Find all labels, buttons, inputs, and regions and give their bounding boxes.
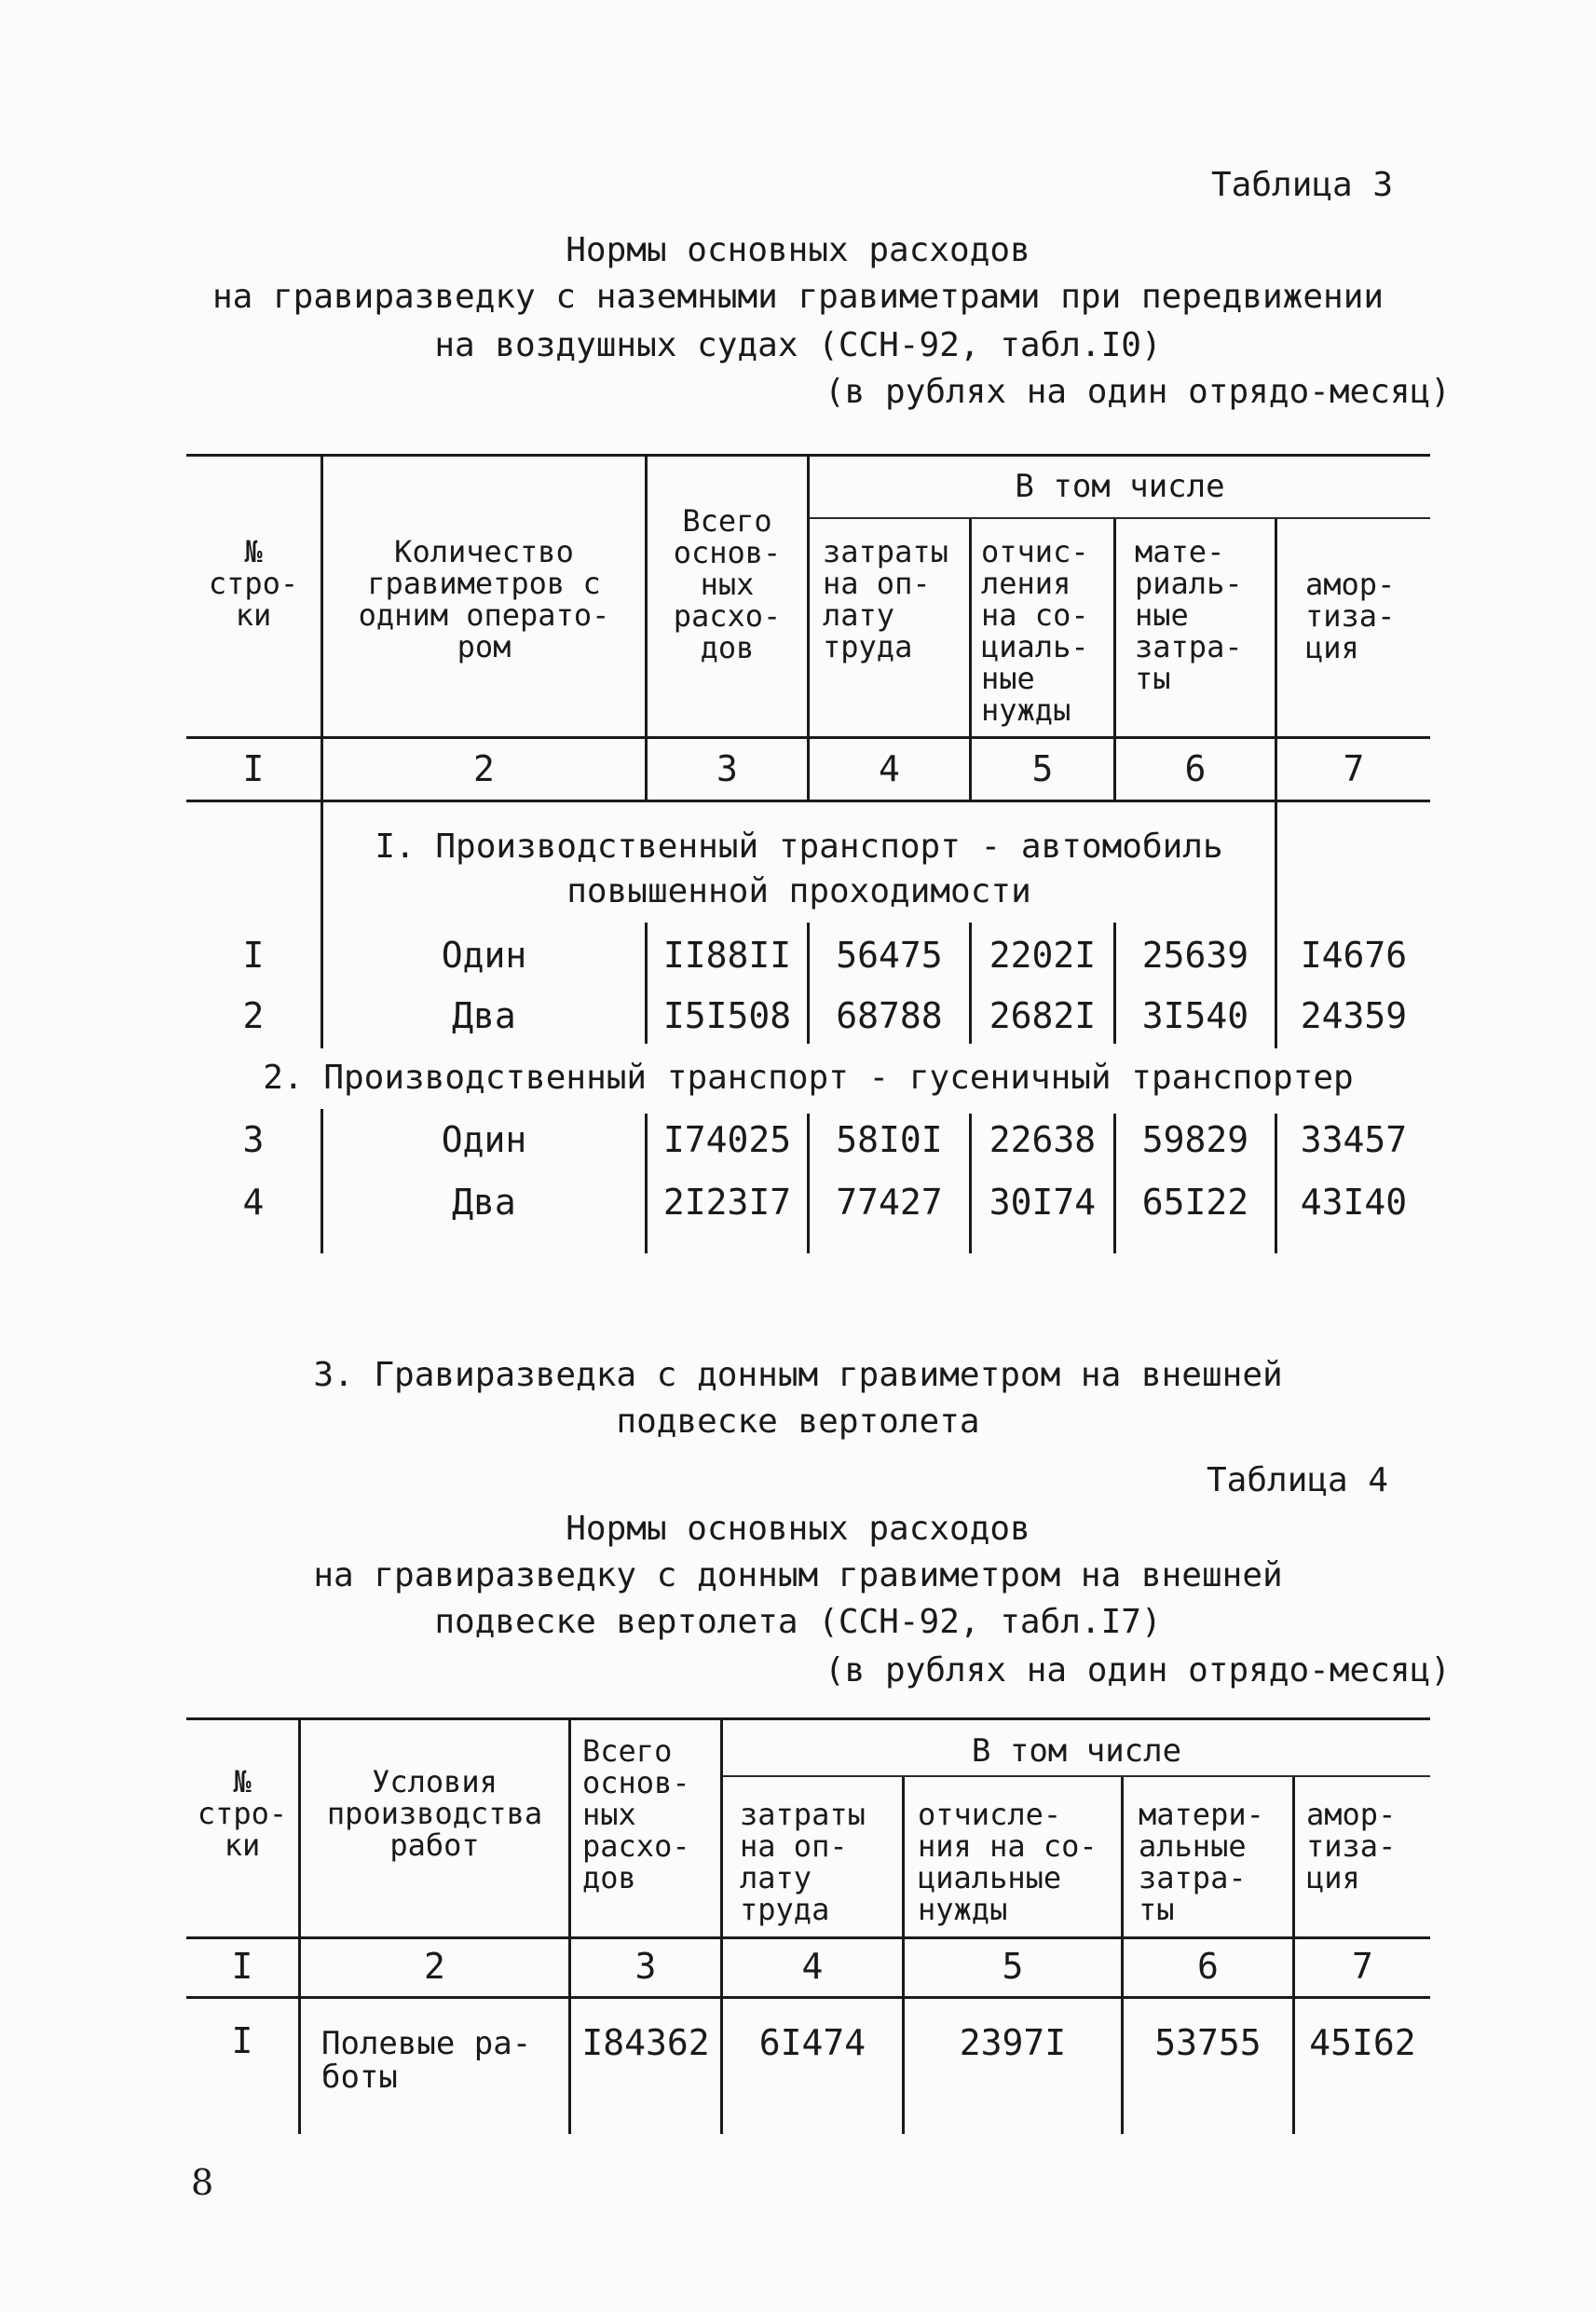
section3-heading-line2: подвеске вертолета [616, 1402, 980, 1441]
row-depreciation: 24359 [1300, 995, 1408, 1036]
table4-header-conditions: Условия производства работ [326, 1764, 543, 1863]
table4-header-total: Всего основ- ных расхо- дов [582, 1733, 690, 1895]
table4-colnum-1: I [231, 1946, 253, 1987]
table3-colnum-1: I [242, 748, 265, 789]
table3-title-line3: на воздушных судах (ССН-92, табл.I0) [434, 326, 1162, 364]
table4-colnum-4: 4 [801, 1946, 824, 1987]
table3-section1-line1: I. Производственный транспорт - автомобиль [375, 828, 1223, 866]
table4-title-line1: Нормы основных расходов [566, 1510, 1030, 1548]
row-qty: Два [452, 995, 516, 1036]
table3-header-row-no: № стро- ки [208, 534, 299, 633]
table4-title-line3: подвеске вертолета (ССН-92, табл.I7) [434, 1603, 1162, 1641]
table3-header-quantity: Количество гравиметров с одним операто- ром [358, 534, 610, 664]
row-materials: 53755 [1154, 2022, 1262, 2063]
table3-colnum-6: 6 [1184, 748, 1207, 789]
table4-colnum-5: 5 [1002, 1946, 1024, 1987]
table3-title-line2: на гравиразведку с наземными гравиметрами при передвижении [211, 278, 1385, 316]
row-total: I5I508 [662, 995, 792, 1036]
table4-header-labor: затраты на оп- лату труда [740, 1797, 866, 1927]
page-number: 8 [191, 2162, 214, 2203]
row-materials: 3I540 [1141, 995, 1249, 1036]
table4-header-row-no: № стро- ки [197, 1764, 288, 1863]
row-labor: 56475 [836, 935, 943, 976]
row-total: I84362 [581, 2022, 710, 2063]
row-total: 2I23I7 [662, 1182, 792, 1223]
table3-label: Таблица 3 [1211, 166, 1394, 204]
row-no: I [242, 935, 265, 976]
table3-colnum-7: 7 [1343, 748, 1365, 789]
table3-header-group: В том числе [1015, 468, 1225, 505]
row-depreciation: 43I40 [1300, 1182, 1408, 1223]
table3-colnum-5: 5 [1031, 748, 1054, 789]
table3-section2: 2. Производственный транспорт - гусеничный транспортер [263, 1059, 1354, 1097]
table4-colnum-2: 2 [424, 1946, 445, 1987]
row-social: 2202I [989, 935, 1097, 976]
row-labor: 68788 [836, 995, 943, 1036]
row-social: 30I74 [989, 1182, 1097, 1223]
row-labor: 77427 [836, 1182, 943, 1223]
table3-header-depreciation: амор- тиза- ция [1305, 567, 1396, 665]
row-total: I74025 [662, 1119, 792, 1160]
row-no: 3 [242, 1119, 265, 1160]
table3-colnum-3: 3 [716, 748, 738, 789]
row-materials: 25639 [1141, 935, 1249, 976]
row-social: 2397I [959, 2022, 1067, 2063]
section3-heading-line1: 3. Гравиразведка с донным гравиметром на внешней [313, 1356, 1283, 1394]
table4-label: Таблица 4 [1207, 1461, 1389, 1499]
row-qty: Два [452, 1182, 516, 1223]
row-qty: Один [441, 935, 527, 976]
table3-units: (в рублях на один отрядо-месяц) [825, 373, 1451, 411]
row-social: 22638 [989, 1119, 1097, 1160]
row-depreciation: I4676 [1300, 935, 1408, 976]
table4-header-depreciation: амор- тиза- ция [1306, 1797, 1397, 1895]
row-labor: 58I0I [836, 1119, 943, 1160]
row-social: 2682I [989, 995, 1097, 1036]
table4-colnum-3: 3 [634, 1946, 657, 1987]
table4-header-group: В том числе [971, 1732, 1182, 1770]
table4-header-materials: матери- альные затра- ты [1139, 1797, 1264, 1927]
table3-header-labor: затраты на оп- лату труда [823, 534, 948, 664]
row-labor: 6I474 [758, 2022, 866, 2063]
table3-section1-line2: повышенной проходимости [566, 872, 1031, 910]
row-depreciation: 33457 [1300, 1119, 1408, 1160]
row-no: 2 [242, 995, 265, 1036]
row-total: II88II [662, 935, 792, 976]
table3-header-social: отчис- ления на со- циаль- ные нужды [981, 534, 1089, 728]
table3-colnum-4: 4 [879, 748, 900, 789]
row-depreciation: 45I62 [1309, 2022, 1416, 2063]
table3-header-total: Всего основ- ных расхо- дов [673, 503, 782, 665]
table4-title-line2: на гравиразведку с донным гравиметром на внешней [313, 1556, 1283, 1594]
row-conditions: Полевые ра- боты [321, 2025, 532, 2096]
table3-title-line1: Нормы основных расходов [566, 231, 1030, 269]
table3-colnum-2: 2 [473, 748, 495, 789]
row-materials: 59829 [1141, 1119, 1249, 1160]
table4-header-social: отчисле- ния на со- циальные нужды [918, 1797, 1098, 1927]
row-qty: Один [441, 1119, 527, 1160]
table3-header-materials: мате- риаль- ные затра- ты [1135, 534, 1243, 696]
row-no: 4 [242, 1182, 265, 1223]
table4-colnum-7: 7 [1352, 1946, 1373, 1987]
table4-units: (в рублях на один отрядо-месяц) [825, 1651, 1451, 1690]
row-materials: 65I22 [1141, 1182, 1249, 1223]
table4-colnum-6: 6 [1197, 1946, 1219, 1987]
row-no: I [231, 2020, 253, 2061]
